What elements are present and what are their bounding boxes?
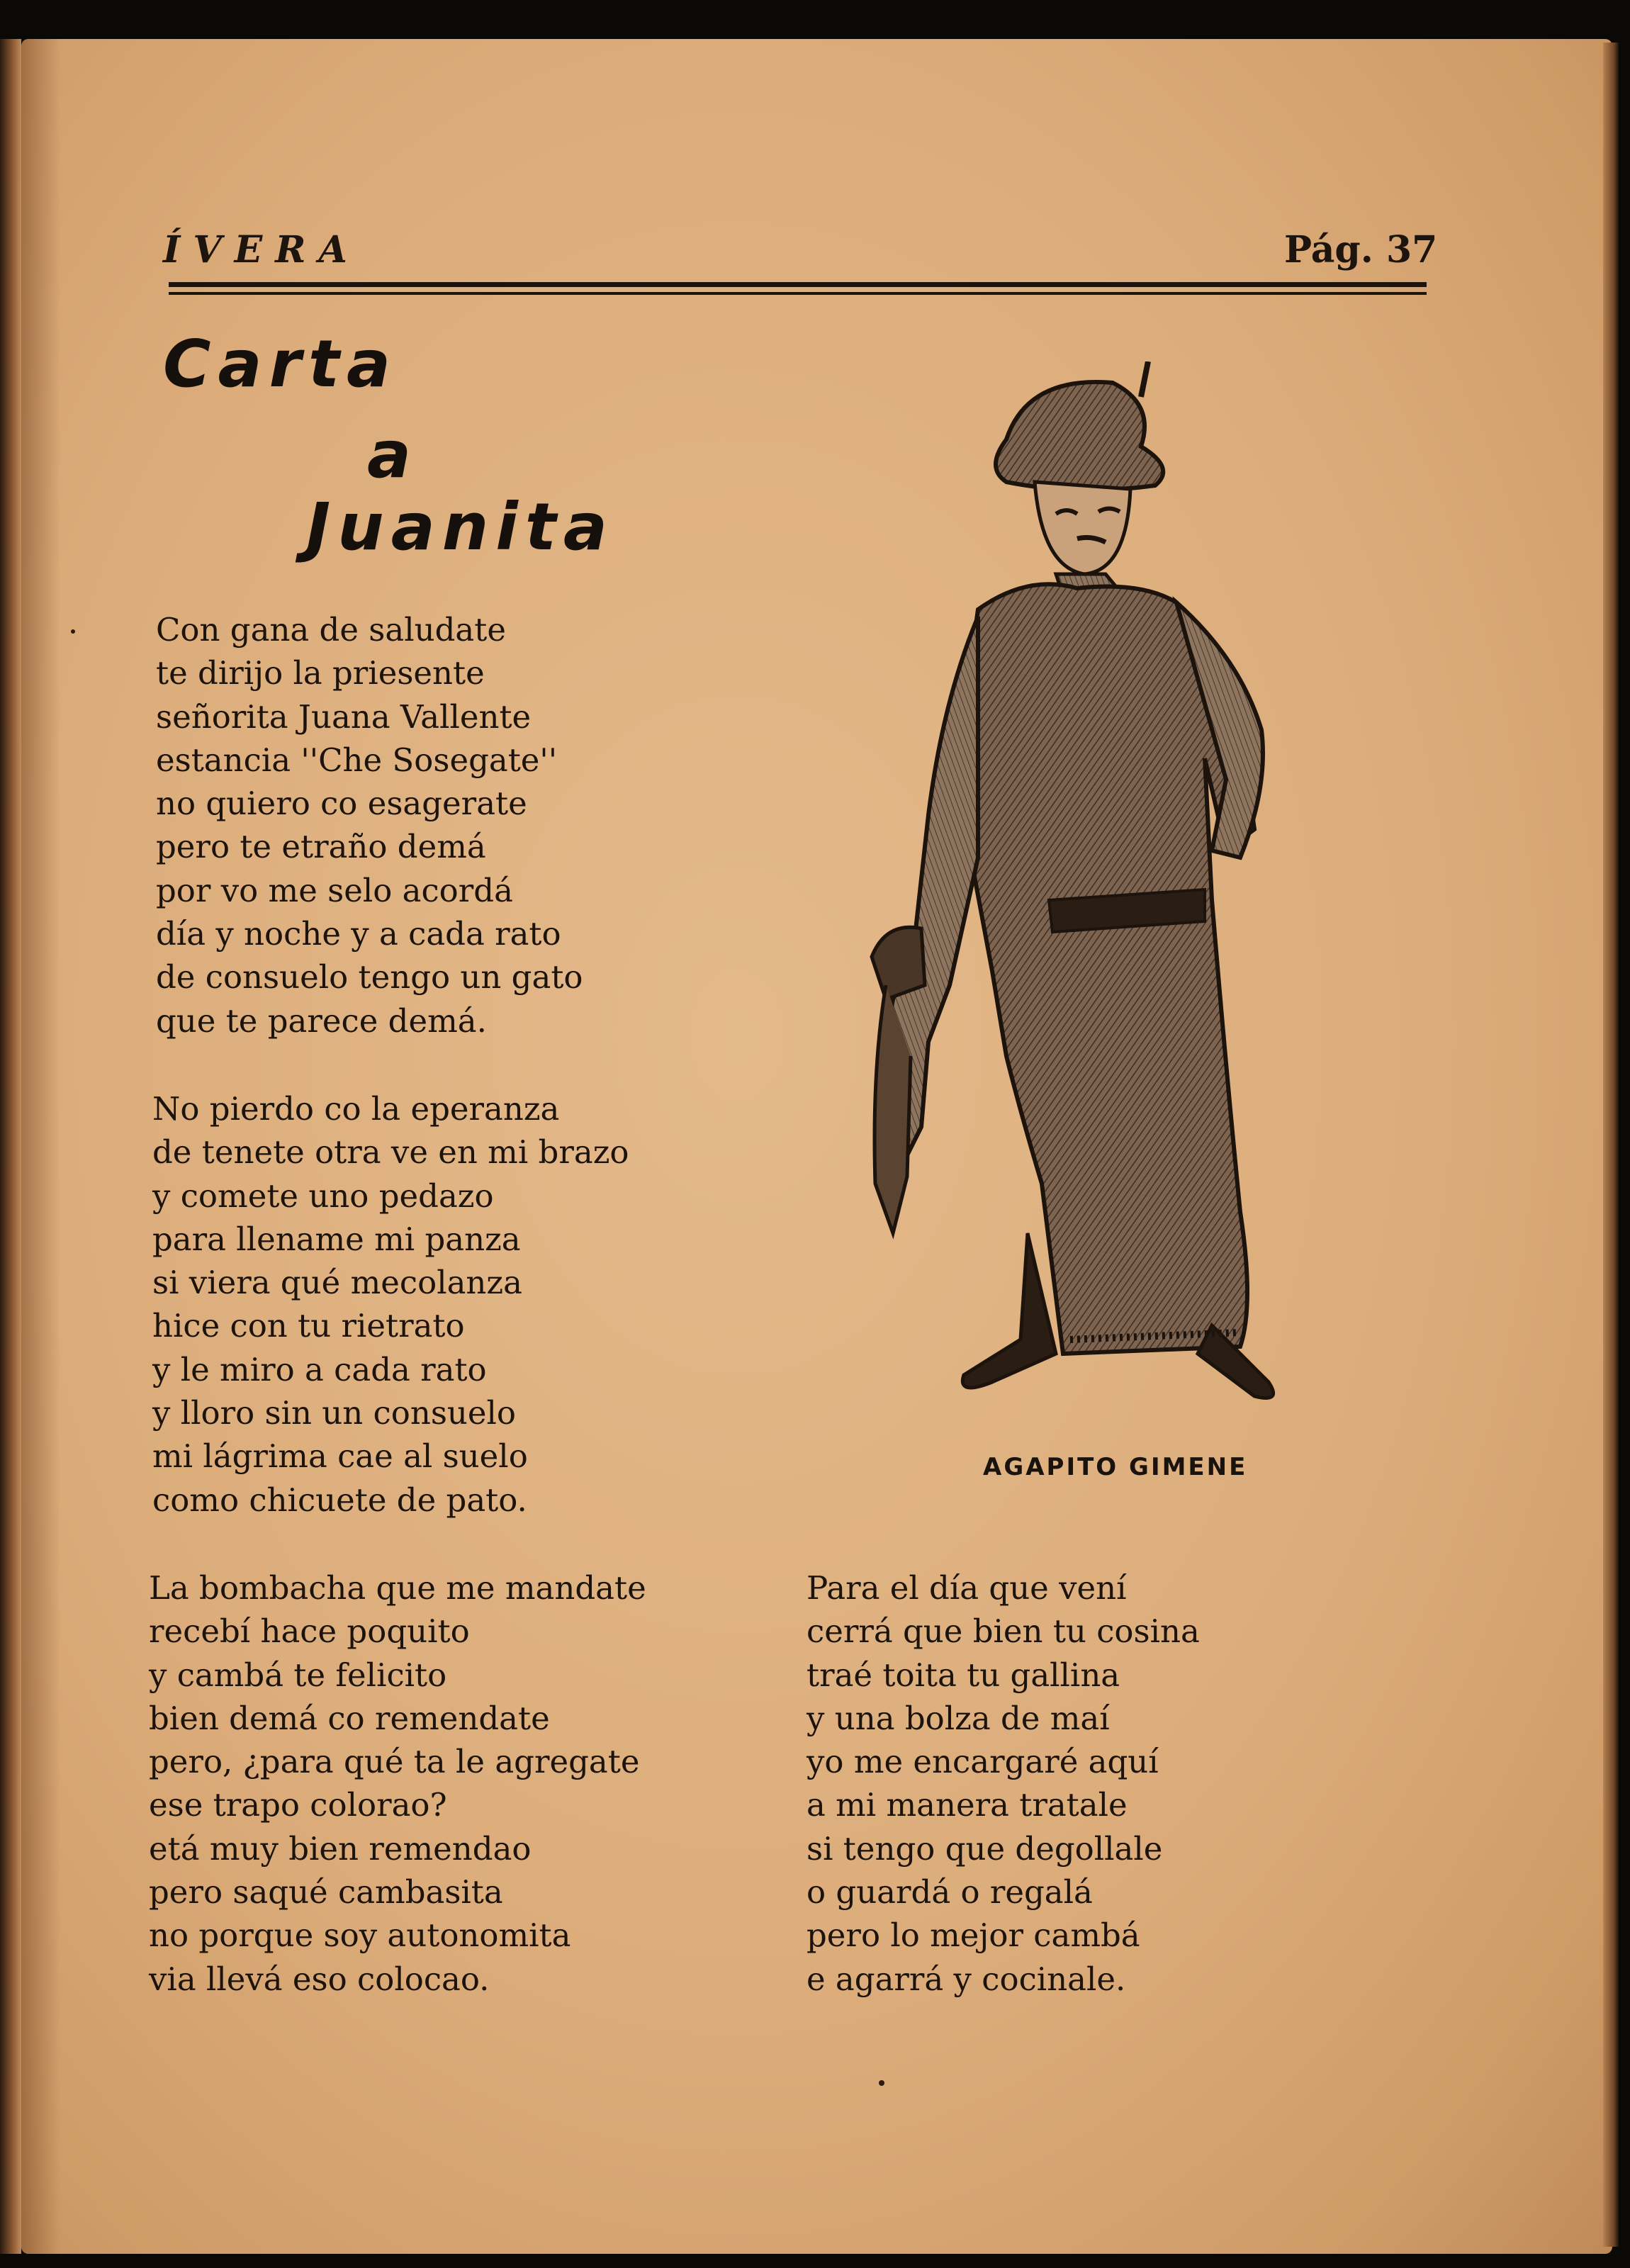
verse-line: día y noche y a cada rato (156, 915, 561, 953)
verse-line: recebí hace poquito (149, 1612, 470, 1651)
verse-line: te dirijo la priesente (156, 654, 485, 692)
man-illustration (843, 361, 1283, 1425)
header-rule-thin (169, 292, 1427, 295)
man-in-poncho-drawing (843, 361, 1283, 1425)
verse-line: Con gana de saludate (156, 611, 506, 649)
stanza-4 (806, 1566, 1200, 2001)
verse-line: como chicuete de pato. (152, 1481, 527, 1519)
verse-line: para llename mi panza (152, 1220, 521, 1258)
verse-line: pero, ¿para qué ta le agregate (149, 1743, 640, 1781)
verse-line: Para el día que vení (806, 1569, 1127, 1607)
stanza-1 (156, 608, 583, 1043)
verse-line: hice con tu rietrato (152, 1307, 465, 1345)
verse-line: y le miro a cada rato (152, 1350, 487, 1388)
poem-title-line-1: Carta (163, 326, 398, 402)
verse-line: por vo me selo acordá (156, 871, 513, 909)
verse-line: pero lo mejor cambá (806, 1916, 1140, 1955)
verse-line: y comete uno pedazo (152, 1177, 494, 1215)
verse-line: y una bolza de maí (806, 1699, 1110, 1737)
verse-line: etá muy bien remendao (149, 1829, 532, 1868)
verse-line: La bombacha que me mandate (149, 1569, 646, 1607)
verse-line: si viera qué mecolanza (152, 1264, 522, 1302)
verse-line: señorita Juana Vallente (156, 697, 532, 736)
stanza-3 (149, 1566, 646, 2001)
magazine-name: ÍVERA (163, 228, 360, 271)
verse-line: traé toita tu gallina (806, 1656, 1120, 1694)
ink-speck (879, 2080, 884, 2086)
verse-line: cerrá que bien tu cosina (806, 1612, 1200, 1651)
page-edge (1603, 43, 1619, 2247)
header-rule (169, 282, 1427, 287)
poem-title-line-3: Juanita (306, 489, 614, 565)
verse-line: pero te etraño demá (156, 828, 486, 866)
illustration-caption: AGAPITO GIMENE (983, 1453, 1248, 1481)
verse-line: no quiero co esagerate (156, 785, 527, 823)
verse-line: o guardá o regalá (806, 1873, 1093, 1911)
verse-line: No pierdo co la eperanza (152, 1090, 560, 1128)
verse-line: si tengo que degollale (806, 1829, 1163, 1868)
verse-line: estancia ''Che Sosegate'' (156, 741, 558, 779)
verse-line: de consuelo tengo un gato (156, 958, 583, 997)
book-spine-edge (0, 39, 21, 2254)
verse-line: y lloro sin un consuelo (152, 1394, 517, 1432)
page-number: Pág. 37 (1284, 228, 1438, 271)
verse-line: pero saqué cambasita (149, 1873, 503, 1911)
verse-line: mi lágrima cae al suelo (152, 1437, 528, 1476)
verse-line: yo me encargaré aquí (806, 1743, 1159, 1781)
poem-title-line-2: a (367, 417, 419, 493)
verse-line: que te parece demá. (156, 1001, 487, 1040)
verse-line: bien demá co remendate (149, 1699, 550, 1737)
verse-line: via llevá eso colocao. (149, 1960, 490, 1998)
verse-line: y cambá te felicito (149, 1656, 447, 1694)
verse-line: no porque soy autonomita (149, 1916, 571, 1955)
ink-speck (71, 629, 75, 634)
verse-line: a mi manera tratale (806, 1786, 1128, 1824)
verse-line: e agarrá y cocinale. (806, 1960, 1126, 1998)
verse-line: de tenete otra ve en mi brazo (152, 1133, 629, 1172)
verse-line: ese trapo colorao? (149, 1786, 447, 1824)
stanza-2 (152, 1087, 629, 1522)
